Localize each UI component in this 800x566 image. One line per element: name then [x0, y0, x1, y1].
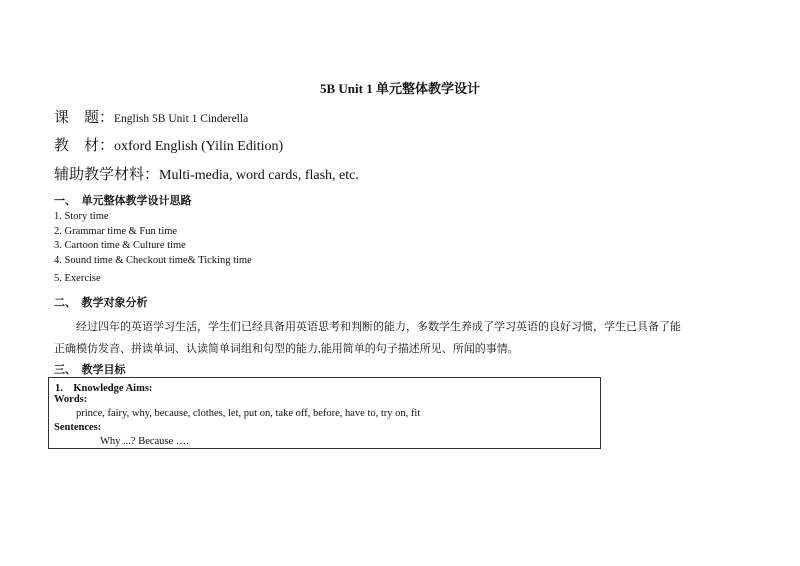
- section3-heading: 三、 教学目标: [54, 364, 126, 376]
- sentences-text: Why ...? Because ….: [100, 436, 189, 447]
- textbook-value: oxford English (Yilin Edition): [114, 139, 284, 154]
- section1-heading: 一、 单元整体教学设计思路: [54, 195, 192, 207]
- words-label: Words:: [54, 394, 88, 405]
- words-list: prince, fairy, why, because, clothes, let, put on, take off, before, have to, try on, fit: [76, 408, 421, 419]
- section2-paragraph-line1: 经过四年的英语学习生活，学生们已经具备用英语思考和判断的能力，多数学生养成了学习英语的良好习惯，学生已具备了能: [76, 321, 681, 333]
- list-item: 1. Story time: [54, 211, 109, 222]
- topic-value: English 5B Unit 1 Cinderella: [114, 113, 249, 125]
- section2-paragraph-line2: 正确模仿发音、拼读单词、认读简单词组和句型的能力,能用简单的句子描述所见、所闻的事情。: [54, 343, 519, 355]
- knowledge-aims-heading: 1. Knowledge Aims:: [55, 383, 153, 394]
- list-item: 3. Cartoon time & Culture time: [54, 240, 186, 251]
- list-item: 2. Grammar time & Fun time: [54, 225, 178, 237]
- list-item: 5. Exercise: [54, 273, 101, 284]
- knowledge-aims-box: [48, 377, 601, 449]
- section1-list: [54, 210, 252, 287]
- aids-value: Multi-media, word cards, flash, etc.: [159, 168, 359, 183]
- list-item: 4. Sound time & Checkout time& Ticking time: [54, 254, 252, 266]
- section2-heading: 二、 教学对象分析: [54, 297, 148, 309]
- aids-label: 辅助教学材料：: [54, 167, 160, 183]
- sentences-label: Sentences:: [54, 422, 102, 433]
- textbook-label: 教 材：: [54, 138, 115, 154]
- textbook-line: [54, 134, 283, 155]
- document-title: 5B Unit 1 单元整体教学设计: [320, 81, 480, 96]
- aids-line: [54, 163, 359, 184]
- topic-line: [54, 106, 248, 127]
- topic-label: 课 题：: [54, 110, 115, 126]
